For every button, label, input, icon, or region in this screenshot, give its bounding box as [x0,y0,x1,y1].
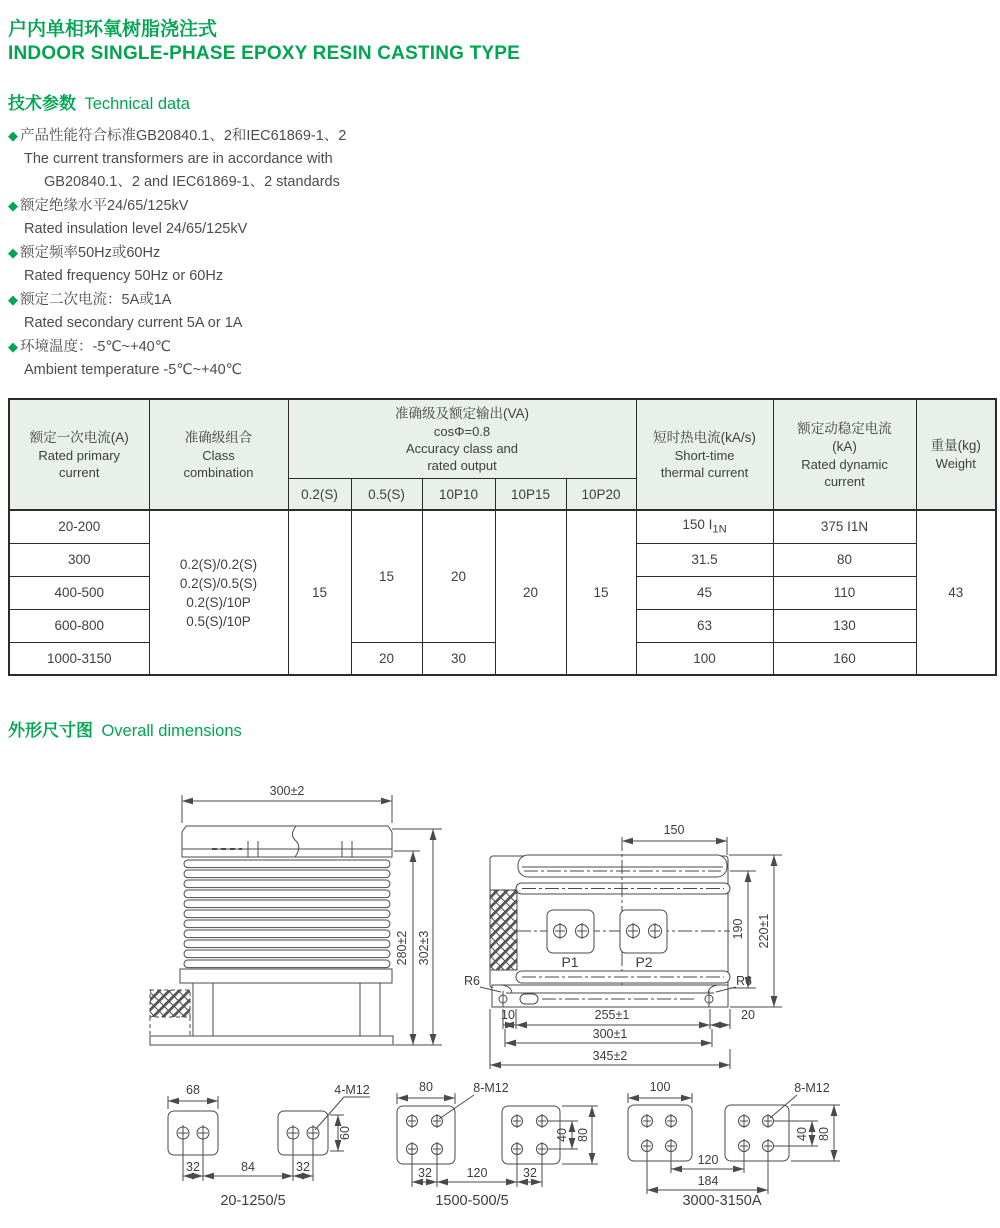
dim-label: 10 [501,1008,515,1022]
bullet-zh-text: 产品性能符合标准GB20840.1、2和IEC61869-1、2 [20,128,347,144]
mounting-drawing-20-1250 [168,1083,370,1209]
bullet-en-text: The current transformers are in accordance with [24,151,333,167]
bullet-zh-text: 额定绝缘水平24/65/125kV [20,198,189,214]
cell-dynamic: 130 [773,609,916,642]
mounting-drawing-1500-500 [397,1080,598,1209]
dim-label: 80 [576,1128,590,1142]
bullet-zh-text: 环境温度：-5℃~+40℃ [20,339,172,355]
technical-data-table [8,398,997,676]
table-row [9,510,996,543]
dim-label: 255±1 [594,1008,630,1022]
cell-short-time: 63 [636,609,773,642]
subcol-10p15: 10P15 [495,479,566,511]
cell-dynamic: 375 I1N [773,510,916,543]
dim-label: 120 [466,1166,488,1180]
diamond-bullet-icon: ◆ [8,198,18,213]
dim-label: 32 [523,1166,537,1180]
cell-10p10-last: 30 [422,642,495,675]
dim-label: 40 [555,1128,569,1142]
spec-bullet-list [8,124,992,382]
subcol-10p20: 10P20 [566,479,636,511]
dim-label: 32 [418,1166,432,1180]
dim-label: 80 [419,1080,433,1094]
cell-dynamic: 80 [773,543,916,576]
cell-short-time: 45 [636,576,773,609]
dim-label: 345±2 [592,1049,628,1063]
dim-label: 32 [186,1160,200,1174]
thread-callout: 8-M12 [473,1081,509,1095]
page-title-en: INDOOR SINGLE-PHASE EPOXY RESIN CASTING TYPE [8,43,521,64]
dim-label: 220±1 [757,913,771,949]
dim-label: 300±2 [269,784,305,798]
section-overall-dimensions [8,716,992,741]
dim-label: 68 [186,1083,200,1097]
col-header-accuracy-group: 准确级及额定输出(VA) cosΦ=0.8 Accuracy class and rated output [288,399,636,479]
mount-caption: 3000-3150A [682,1193,762,1209]
cell-10p10: 20 [422,510,495,642]
mount-caption: 20-1250/5 [220,1193,286,1209]
cell-05s-last: 20 [351,642,422,675]
cell-02s: 15 [288,510,351,675]
bullet-en-text: GB20840.1、2 and IEC61869-1、2 standards [44,174,340,190]
cell-primary: 400-500 [9,576,149,609]
mount-caption: 1500-500/5 [435,1193,509,1209]
fillet-label-r6-right: R6 [736,974,752,988]
col-header-dynamic-current: 额定动稳定电流 (kA) Rated dynamic current [773,399,916,510]
col-header-primary-current: 额定一次电流(A) Rated primary current [9,399,149,510]
section-title-zh: 外形尺寸图 [8,721,93,740]
dim-label: 302±3 [417,930,431,966]
fillet-label-r6-left: R6 [464,974,480,988]
dim-label: 40 [795,1127,809,1141]
diamond-bullet-icon: ◆ [8,128,18,143]
cell-short-time: 31.5 [636,543,773,576]
dim-label: 150 [663,823,685,837]
cell-primary: 300 [9,543,149,576]
list-item [8,194,992,241]
cell-10p20: 15 [566,510,636,675]
bullet-zh-text: 额定二次电流：5A或1A [20,292,172,308]
col-header-weight: 重量(kg) Weight [916,399,996,510]
cell-primary: 20-200 [9,510,149,543]
dim-label: 190 [731,918,745,940]
diamond-bullet-icon: ◆ [8,292,18,307]
cell-dynamic: 160 [773,642,916,675]
diamond-bullet-icon: ◆ [8,339,18,354]
section-title-zh: 技术参数 [8,94,76,113]
cell-05s: 15 [351,510,422,642]
list-item [8,288,992,335]
subcol-02s: 0.2(S) [288,479,351,511]
dim-label: 84 [241,1160,255,1174]
terminal-label-p2: P2 [635,954,653,970]
section-title-en: Technical data [84,95,190,113]
dim-label: 100 [649,1080,671,1094]
bullet-en-text: Rated frequency 50Hz or 60Hz [24,268,224,284]
cell-dynamic: 110 [773,576,916,609]
dim-label: 60 [338,1126,352,1140]
subcol-05s: 0.5(S) [351,479,422,511]
cell-class-combination: 0.2(S)/0.2(S) 0.2(S)/0.5(S) 0.2(S)/10P 0.5(S)/10P [149,510,288,675]
col-header-short-time-current: 短时热电流(kA/s) Short-time thermal current [636,399,773,510]
dimension-drawings [0,753,1000,1223]
cell-short-time: 100 [636,642,773,675]
diamond-bullet-icon: ◆ [8,245,18,260]
front-view-drawing [464,823,782,1069]
dim-label: 280±2 [395,930,409,966]
dim-label: 32 [296,1160,310,1174]
dim-label: 120 [697,1153,719,1167]
dim-label: 20 [741,1008,755,1022]
cell-primary: 1000-3150 [9,642,149,675]
list-item [8,241,992,288]
bullet-zh-text: 额定频率50Hz或60Hz [20,245,161,261]
cell-primary: 600-800 [9,609,149,642]
dim-label: 300±1 [592,1027,628,1041]
section-title-en: Overall dimensions [101,722,242,740]
list-item [8,335,992,382]
thread-callout: 8-M12 [794,1081,830,1095]
mounting-drawing-3000-3150 [628,1080,840,1209]
dim-label: 80 [817,1127,831,1141]
list-item [8,124,992,194]
cell-10p15: 20 [495,510,566,675]
subcol-10p10: 10P10 [422,479,495,511]
section-technical-data [8,89,992,114]
side-view-drawing [150,784,442,1045]
terminal-label-p1: P1 [561,954,579,970]
col-header-class-combination: 准确级组合 Class combination [149,399,288,510]
thread-callout: 4-M12 [334,1083,370,1097]
bullet-en-text: Rated secondary current 5A or 1A [24,315,243,331]
cell-short-time: 150 $I_{1N}$ [636,510,773,543]
dim-label: 184 [697,1174,719,1188]
page-title-zh: 户内单相环氧树脂浇注式 [8,19,218,40]
bullet-en-text: Rated insulation level 24/65/125kV [24,221,248,237]
bullet-en-text: Ambient temperature -5℃~+40℃ [24,362,242,378]
cell-weight: 43 [916,510,996,675]
